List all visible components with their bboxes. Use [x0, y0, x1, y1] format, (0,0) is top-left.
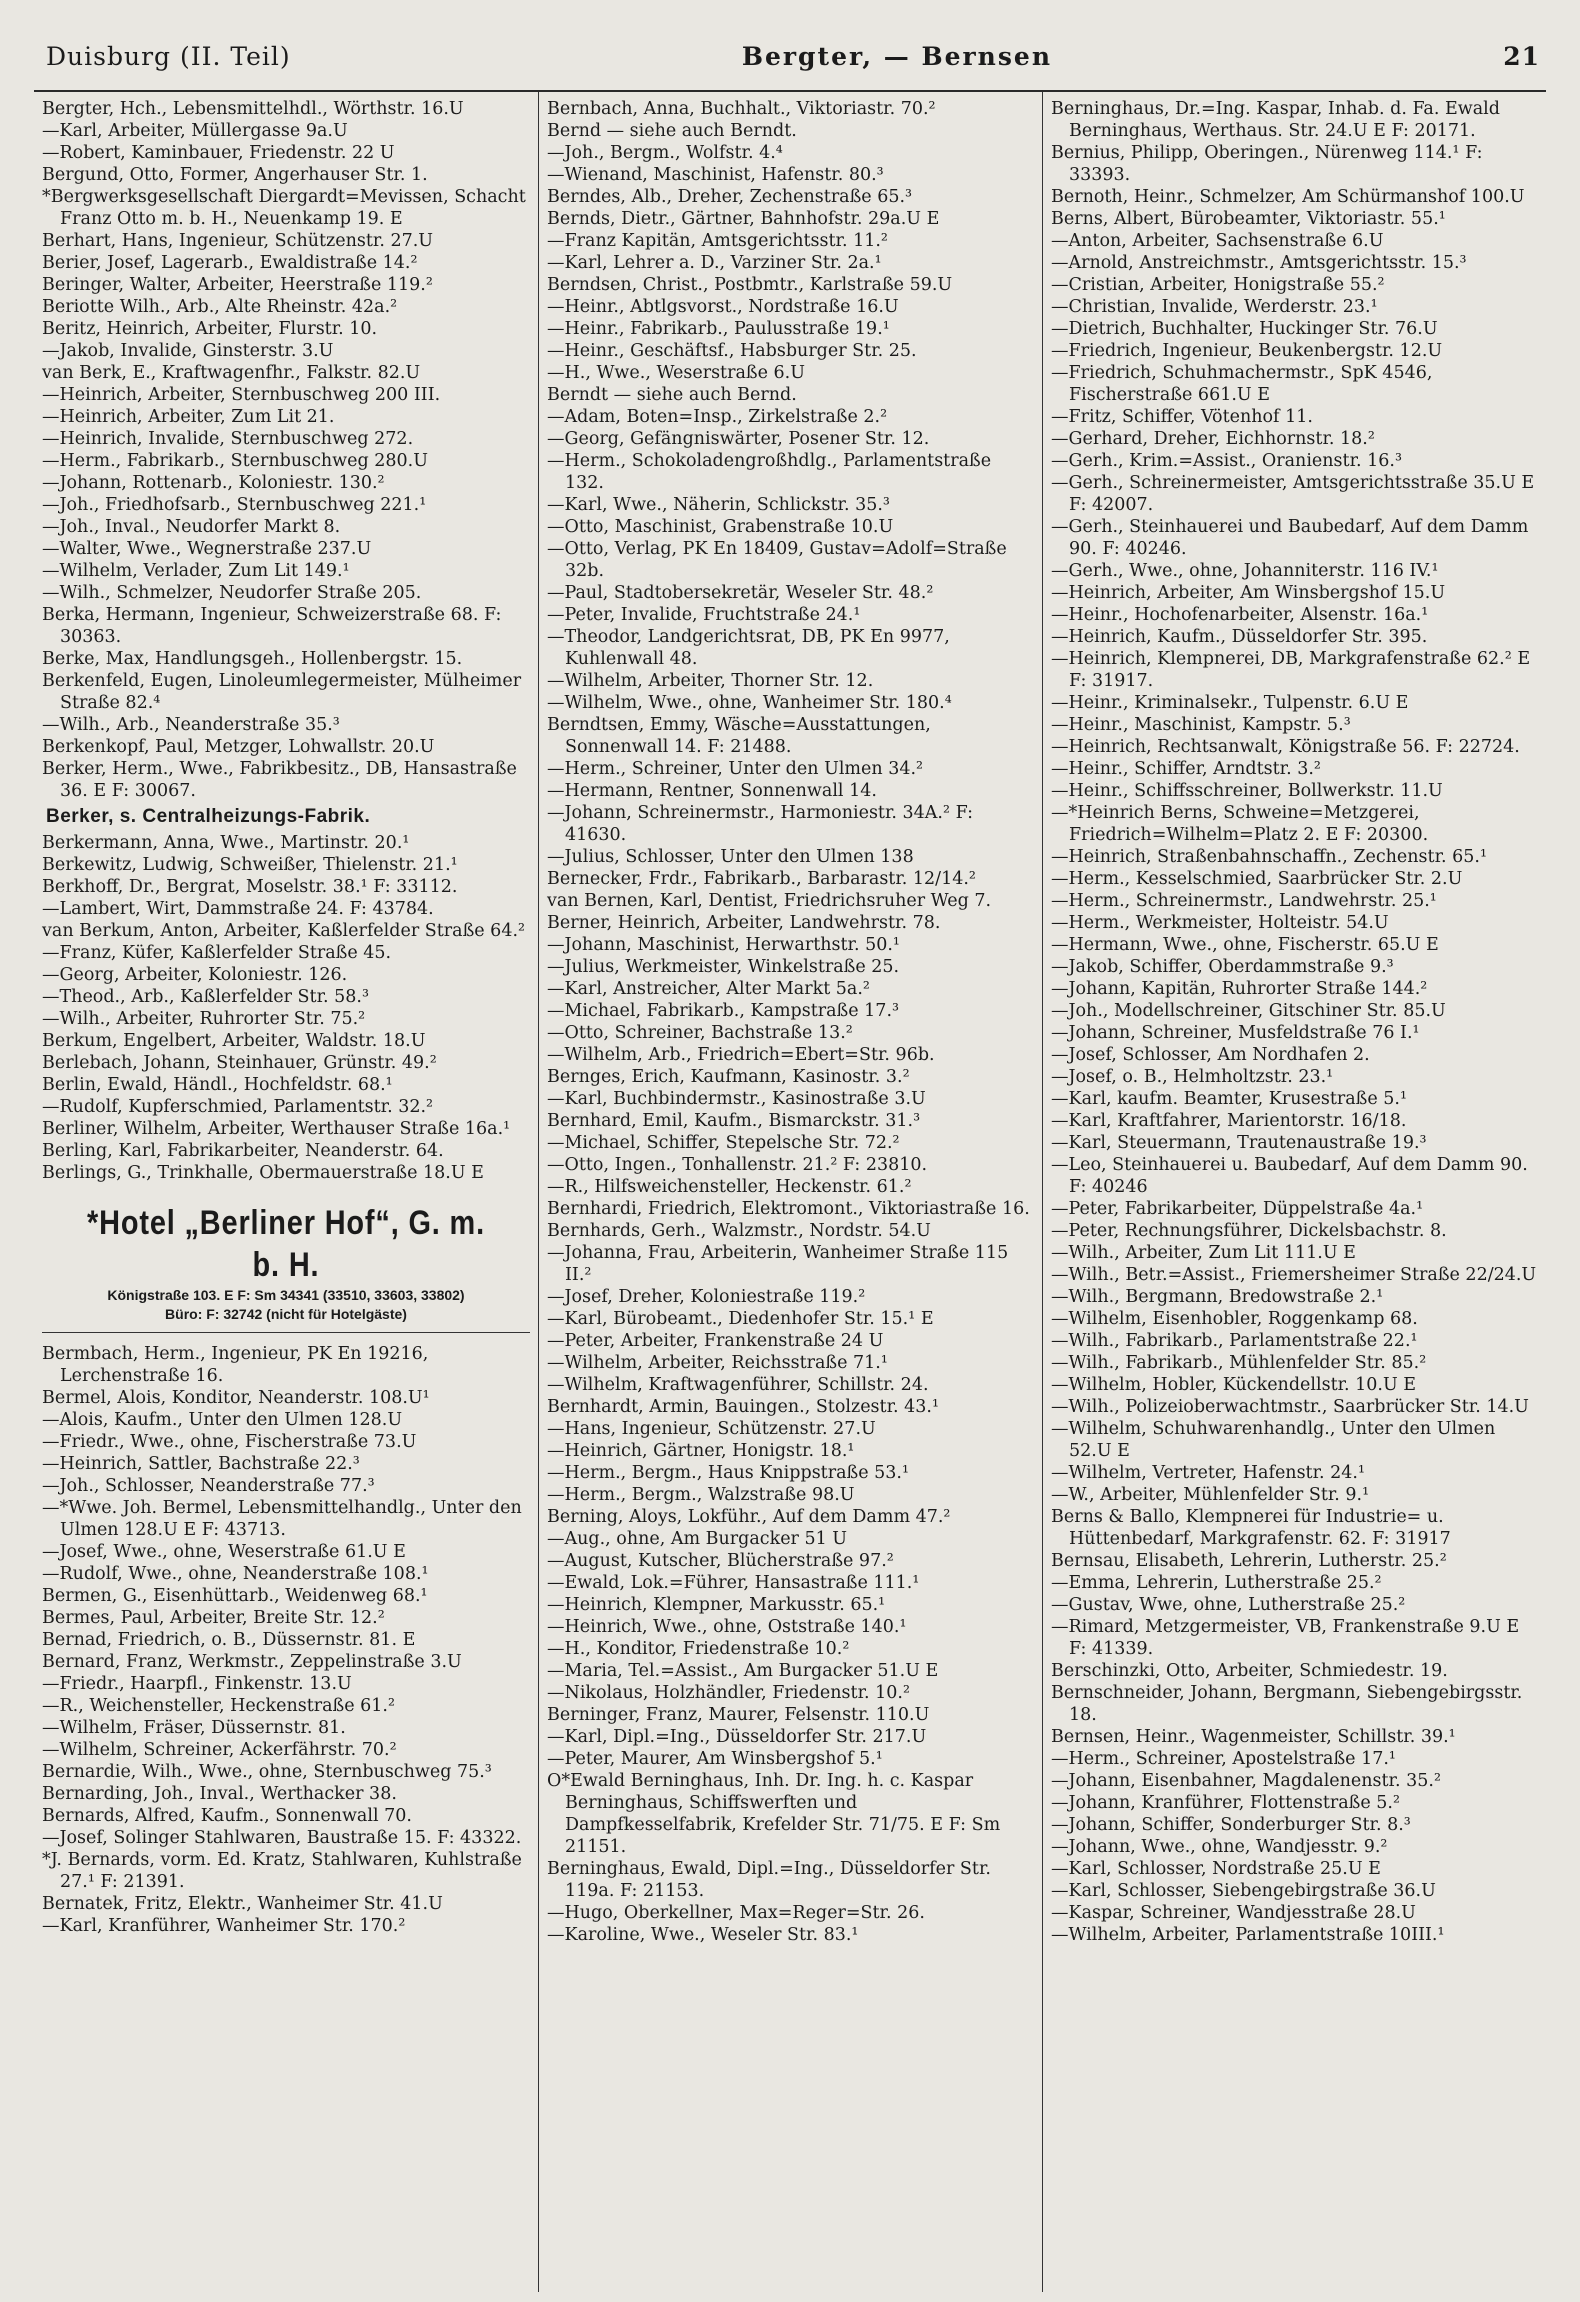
- directory-entry: —Heinrich, Arbeiter, Am Winsbergshof 15.U: [1051, 583, 1446, 603]
- directory-entry: —Joh., Inval., Neudorfer Markt 8.: [42, 517, 341, 537]
- directory-entry: —Peter, Fabrikarbeiter, Düppelstraße 4a.¹: [1051, 1199, 1424, 1219]
- directory-entry: Berns, Albert, Bürobeamter, Viktoriastr. 55.¹: [1051, 209, 1446, 229]
- header-city: Duisburg (II. Teil): [46, 42, 291, 71]
- directory-entry: Bernarding, Joh., Inval., Werthacker 38.: [42, 1784, 397, 1804]
- directory-entry: Bergund, Otto, Former, Angerhauser Str. 1.: [42, 165, 428, 185]
- column-2-entries: [547, 98, 1034, 1946]
- directory-entry: —Friedrich, Schuhmachermstr., SpK 4546, Fischerstraße 661.U E: [1051, 363, 1433, 405]
- directory-entry: Beritz, Heinrich, Arbeiter, Flurstr. 10.: [42, 319, 378, 339]
- directory-entry: —Arnold, Anstreichmstr., Amtsgerichtsstr. 15.³: [1051, 253, 1467, 273]
- directory-entry: —Gustav, Wwe, ohne, Lutherstraße 25.²: [1051, 1595, 1406, 1615]
- directory-entry: —Georg, Arbeiter, Koloniestr. 126.: [42, 965, 348, 985]
- directory-entry: Berlings, G., Trinkhalle, Obermauerstraße 18.U E: [42, 1163, 484, 1183]
- column-3-entries: [1051, 98, 1538, 1946]
- directory-entry: Bernard, Franz, Werkmstr., Zeppelinstraße 3.U: [42, 1652, 462, 1672]
- directory-entry: —Karl, Dipl.=Ing., Düsseldorfer Str. 217.U: [547, 1727, 927, 1747]
- directory-entry: —Heinrich, Rechtsanwalt, Königstraße 56. F: 22724.: [1051, 737, 1520, 757]
- directory-entry: Beringer, Walter, Arbeiter, Heerstraße 119.²: [42, 275, 433, 295]
- directory-entry: —Johann, Wwe., ohne, Wandjesstr. 9.²: [1051, 1837, 1388, 1857]
- column-1-entries-b: [42, 832, 530, 1184]
- directory-entry: —Johann, Schiffer, Sonderburger Str. 8.³: [1051, 1815, 1411, 1835]
- directory-entry: —Hugo, Oberkellner, Max=Reger=Str. 26.: [547, 1903, 925, 1923]
- directory-entry: —Gerhard, Dreher, Eichhornstr. 18.²: [1051, 429, 1375, 449]
- directory-entry: —Karl, Kraftfahrer, Marientorstr. 16/18.: [1051, 1111, 1407, 1131]
- directory-entry: —Herm., Bergm., Haus Knippstraße 53.¹: [547, 1463, 909, 1483]
- directory-entry: Bernhardi, Friedrich, Elektromont., Viktoriastraße 16.: [547, 1199, 1030, 1219]
- directory-entry: —W., Arbeiter, Mühlenfelder Str. 9.¹: [1051, 1485, 1370, 1505]
- directory-entry: —Hermann, Rentner, Sonnenwall 14.: [547, 781, 877, 801]
- directory-entry: —Karl, Bürobeamt., Diedenhofer Str. 15.¹ E: [547, 1309, 934, 1329]
- directory-entry: Bermes, Paul, Arbeiter, Breite Str. 12.²: [42, 1608, 385, 1628]
- directory-entry: Berhart, Hans, Ingenieur, Schützenstr. 27.U: [42, 231, 434, 251]
- directory-entry: —Josef, Schlosser, Am Nordhafen 2.: [1051, 1045, 1370, 1065]
- directory-entry: —R., Hilfsweichensteller, Heckenstr. 61.²: [547, 1177, 912, 1197]
- directory-entry: Bernsau, Elisabeth, Lehrerin, Lutherstr. 25.²: [1051, 1551, 1447, 1571]
- directory-entry: —Wilhelm, Arb., Friedrich=Ebert=Str. 96b.: [547, 1045, 935, 1065]
- directory-entry: —Peter, Invalide, Fruchtstraße 24.¹: [547, 605, 861, 625]
- directory-entry: Berkenfeld, Eugen, Linoleumlegermeister, Mülheimer Straße 82.⁴: [42, 671, 522, 713]
- directory-entry: Berkum, Engelbert, Arbeiter, Waldstr. 18.U: [42, 1031, 426, 1051]
- directory-entry: —Rimard, Metzgermeister, VB, Frankenstraße 9.U E F: 41339.: [1051, 1617, 1520, 1659]
- directory-entry: Berndsen, Christ., Postbmtr., Karlstraße 59.U: [547, 275, 953, 295]
- directory-entry: —Joh., Modellschreiner, Gitschiner Str. 85.U: [1051, 1001, 1446, 1021]
- directory-entry: —Karl, Schlosser, Siebengebirgstraße 36.U: [1051, 1881, 1436, 1901]
- directory-entry: —Wilhelm, Eisenhobler, Roggenkamp 68.: [1051, 1309, 1418, 1329]
- directory-entry: —Rudolf, Kupferschmied, Parlamentstr. 32.²: [42, 1097, 434, 1117]
- directory-entry: —Joh., Bergm., Wolfstr. 4.⁴: [547, 143, 783, 163]
- directory-entry: —Heinr., Maschinist, Kampstr. 5.³: [1051, 715, 1351, 735]
- directory-entry: —Wilh., Schmelzer, Neudorfer Straße 205.: [42, 583, 422, 603]
- directory-entry: —Heinr., Fabrikarb., Paulusstraße 19.¹: [547, 319, 890, 339]
- directory-entry: —Otto, Maschinist, Grabenstraße 10.U: [547, 517, 894, 537]
- directory-entry: Bernschneider, Johann, Bergmann, Siebengebirgsstr. 18.: [1051, 1683, 1523, 1725]
- directory-entry: —H., Konditor, Friedenstraße 10.²: [547, 1639, 850, 1659]
- directory-entry: —Karl, Schlosser, Nordstraße 25.U E: [1051, 1859, 1381, 1879]
- directory-entry: —Wilh., Polizeioberwachtmstr., Saarbrücker Str. 14.U: [1051, 1397, 1529, 1417]
- directory-entry: —Herm., Schokoladengroßhdlg., Parlamentstraße 132.: [547, 451, 992, 493]
- directory-entry: Berlebach, Johann, Steinhauer, Grünstr. 49.²: [42, 1053, 437, 1073]
- directory-entry: —Christian, Invalide, Werderstr. 23.¹: [1051, 297, 1378, 317]
- directory-entry: Berkhoff, Dr., Bergrat, Moselstr. 38.¹ F: 33112.: [42, 877, 458, 897]
- directory-entry: —Johann, Kapitän, Ruhrorter Straße 144.²: [1051, 979, 1428, 999]
- directory-entry: —Peter, Maurer, Am Winsbergshof 5.¹: [547, 1749, 883, 1769]
- directory-entry: —Karl, Kranführer, Wanheimer Str. 170.²: [42, 1916, 406, 1936]
- directory-entry: —Johann, Schreinermstr., Harmoniestr. 34A.² F: 41630.: [547, 803, 973, 845]
- directory-entry: —Emma, Lehrerin, Lutherstraße 25.²: [1051, 1573, 1382, 1593]
- directory-entry: —Gerh., Wwe., ohne, Johanniterstr. 116 IV.¹: [1051, 561, 1439, 581]
- directory-entry: —Heinr., Geschäftsf., Habsburger Str. 25.: [547, 341, 917, 361]
- directory-entry: —Otto, Ingen., Tonhallenstr. 21.² F: 23810.: [547, 1155, 928, 1175]
- directory-entry: —Julius, Schlosser, Unter den Ulmen 138: [547, 847, 914, 867]
- directory-entry: Berkenkopf, Paul, Metzger, Lohwallstr. 20.U: [42, 737, 435, 757]
- directory-entry: —Dietrich, Buchhalter, Huckinger Str. 76.U: [1051, 319, 1438, 339]
- directory-entry: —Wilh., Fabrikarb., Mühlenfelder Str. 85.²: [1051, 1353, 1427, 1373]
- directory-entry: —Heinrich, Arbeiter, Sternbuschweg 200 III.: [42, 385, 441, 405]
- directory-entry: —Heinr., Schiffsschreiner, Bollwerkstr. 11.U: [1051, 781, 1443, 801]
- directory-entry: —Wilhelm, Wwe., ohne, Wanheimer Str. 180.⁴: [547, 693, 952, 713]
- page-number: 21: [1503, 42, 1540, 71]
- column-1: [34, 92, 538, 2292]
- directory-entry: Bermel, Alois, Konditor, Neanderstr. 108.U¹: [42, 1388, 430, 1408]
- directory-entry: —Wilhelm, Schreiner, Ackerfährstr. 70.²: [42, 1740, 397, 1760]
- directory-entry: —Josef, o. B., Helmholtzstr. 23.¹: [1051, 1067, 1334, 1087]
- directory-entry: Bernad, Friedrich, o. B., Düssernstr. 81. E: [42, 1630, 416, 1650]
- directory-entry: Bermen, G., Eisenhüttarb., Weidenweg 68.¹: [42, 1586, 428, 1606]
- directory-entry: Bernges, Erich, Kaufmann, Kasinostr. 3.²: [547, 1067, 910, 1087]
- directory-entry: —Wilhelm, Vertreter, Hafenstr. 24.¹: [1051, 1463, 1366, 1483]
- directory-entry: —Jakob, Schiffer, Oberdammstraße 9.³: [1051, 957, 1394, 977]
- hotel-advertisement: [42, 1202, 530, 1333]
- directory-entry: Berninger, Franz, Maurer, Felsenstr. 110.U: [547, 1705, 930, 1725]
- directory-entry: —Heinrich, Klempner, Markusstr. 65.¹: [547, 1595, 886, 1615]
- directory-entry: —Wilhelm, Arbeiter, Reichsstraße 71.¹: [547, 1353, 888, 1373]
- directory-entry: —Friedr., Haarpfl., Finkenstr. 13.U: [42, 1674, 352, 1694]
- directory-entry: Bernds, Dietr., Gärtner, Bahnhofstr. 29a.U E: [547, 209, 940, 229]
- directory-entry: Berka, Hermann, Ingenieur, Schweizerstraße 68. F: 30363.: [42, 605, 502, 647]
- directory-entry: —Otto, Schreiner, Bachstraße 13.²: [547, 1023, 853, 1043]
- directory-entry: —Heinrich, Arbeiter, Zum Lit 21.: [42, 407, 335, 427]
- directory-entry: Bernbach, Anna, Buchhalt., Viktoriastr. 70.²: [547, 99, 936, 119]
- berker-ad-line: Berker, s. Centralheizungs-Fabrik.: [46, 806, 371, 827]
- directory-entry: Bernius, Philipp, Oberingen., Nürenweg 114.¹ F: 33393.: [1051, 143, 1483, 185]
- directory-entry: —Robert, Kaminbauer, Friedenstr. 22 U: [42, 143, 395, 163]
- directory-entry: —Karl, Buchbindermstr., Kasinostraße 3.U: [547, 1089, 926, 1109]
- column-1-entries-a: [42, 98, 530, 802]
- directory-entry: Berschinzki, Otto, Arbeiter, Schmiedestr. 19.: [1051, 1661, 1448, 1681]
- directory-entry: —Heinrich, Invalide, Sternbuschweg 272.: [42, 429, 414, 449]
- directory-entry: —R., Weichensteller, Heckenstraße 61.²: [42, 1696, 395, 1716]
- directory-entry: —Paul, Stadtobersekretär, Weseler Str. 48.²: [547, 583, 934, 603]
- directory-entry: *Bergwerksgesellschaft Diergardt=Mevissen, Schacht Franz Otto m. b. H., Neuenkamp 19. E: [42, 187, 526, 229]
- directory-entry: Bergter, Hch., Lebensmittelhdl., Wörthstr. 16.U: [42, 99, 464, 119]
- directory-entry: —Joh., Friedhofsarb., Sternbuschweg 221.¹: [42, 495, 427, 515]
- directory-entry: —Heinrich, Sattler, Bachstraße 22.³: [42, 1454, 360, 1474]
- directory-entry: O*Ewald Berninghaus, Inh. Dr. Ing. h. c. Kaspar Berninghaus, Schiffswerften und Dampfkesselfabrik, Krefelder Str. 71/75. E F: Sm 21151.: [547, 1771, 1001, 1857]
- directory-entry: —Wilhelm, Hobler, Kückendellstr. 10.U E: [1051, 1375, 1417, 1395]
- directory-entry: —Franz, Küfer, Kaßlerfelder Straße 45.: [42, 943, 392, 963]
- directory-entry: Berninghaus, Ewald, Dipl.=Ing., Düsseldorfer Str. 119a. F: 21153.: [547, 1859, 991, 1901]
- column-3: [1042, 92, 1546, 2292]
- directory-entry: —Jakob, Invalide, Ginsterstr. 3.U: [42, 341, 334, 361]
- directory-entry: —August, Kutscher, Blücherstraße 97.²: [547, 1551, 894, 1571]
- header-range: Bergter, — Bernsen: [741, 42, 1052, 71]
- page-header: [34, 42, 1546, 92]
- directory-entry: —Herm., Werkmeister, Holteistr. 54.U: [1051, 913, 1389, 933]
- directory-entry: —Karl, Lehrer a. D., Varziner Str. 2a.¹: [547, 253, 882, 273]
- directory-entry: Berner, Heinrich, Arbeiter, Landwehrstr. 78.: [547, 913, 941, 933]
- directory-entry: —Karl, Arbeiter, Müllergasse 9a.U: [42, 121, 348, 141]
- directory-entry: —Hans, Ingenieur, Schützenstr. 27.U: [547, 1419, 876, 1439]
- directory-entry: —Theodor, Landgerichtsrat, DB, PK En 9977, Kuhlenwall 48.: [547, 627, 950, 669]
- directory-entry: —Walter, Wwe., Wegnerstraße 237.U: [42, 539, 372, 559]
- directory-entry: —H., Wwe., Weserstraße 6.U: [547, 363, 805, 383]
- directory-entry: Bernhard, Emil, Kaufm., Bismarckstr. 31.³: [547, 1111, 921, 1131]
- directory-entry: —Heinr., Abtlgsvorst., Nordstraße 16.U: [547, 297, 899, 317]
- directory-entry: —Herm., Schreiner, Apostelstraße 17.¹: [1051, 1749, 1396, 1769]
- hotel-office-line: Büro: F: 32742 (nicht für Hotelgäste): [165, 1306, 407, 1322]
- directory-entry: —Heinrich, Straßenbahnschaffn., Zechenstr. 65.¹: [1051, 847, 1487, 867]
- directory-entry: —Peter, Rechnungsführer, Dickelsbachstr. 8.: [1051, 1221, 1447, 1241]
- directory-entry: —Johann, Eisenbahner, Magdalenenstr. 35.²: [1051, 1771, 1441, 1791]
- directory-entry: —Johann, Maschinist, Herwarthstr. 50.¹: [547, 935, 900, 955]
- directory-entry: —Wilhelm, Fräser, Düssernstr. 81.: [42, 1718, 346, 1738]
- directory-entry: Berns & Ballo, Klempnerei für Industrie= u. Hüttenbedarf, Markgrafenstr. 62. F: 31917: [1051, 1507, 1451, 1549]
- directory-entry: —Karl, Wwe., Näherin, Schlickstr. 35.³: [547, 495, 890, 515]
- directory-entry: Berling, Karl, Fabrikarbeiter, Neanderstr. 64.: [42, 1141, 444, 1161]
- directory-entry: —Wilh., Arbeiter, Zum Lit 111.U E: [1051, 1243, 1356, 1263]
- directory-entry: Bernoth, Heinr., Schmelzer, Am Schürmanshof 100.U: [1051, 187, 1525, 207]
- directory-entry: van Berk, E., Kraftwagenfhr., Falkstr. 82.U: [42, 363, 421, 383]
- directory-entry: Berier, Josef, Lagerarb., Ewaldistraße 14.²: [42, 253, 418, 273]
- directory-entry: —Heinr., Schiffer, Arndtstr. 3.²: [1051, 759, 1321, 779]
- directory-entry: —Karl, kaufm. Beamter, Krusestraße 5.¹: [1051, 1089, 1407, 1109]
- directory-entry: —Josef, Dreher, Koloniestraße 119.²: [547, 1287, 866, 1307]
- directory-entry: —Friedr., Wwe., ohne, Fischerstraße 73.U: [42, 1432, 417, 1452]
- directory-entry: —Wilh., Arb., Neanderstraße 35.³: [42, 715, 340, 735]
- directory-entry: —Michael, Schiffer, Stepelsche Str. 72.²: [547, 1133, 900, 1153]
- directory-entry: —Michael, Fabrikarb., Kampstraße 17.³: [547, 1001, 900, 1021]
- directory-entry: van Berkum, Anton, Arbeiter, Kaßlerfelder Straße 64.²: [42, 921, 526, 941]
- directory-entry: —Theod., Arb., Kaßlerfelder Str. 58.³: [42, 987, 369, 1007]
- directory-entry: van Bernen, Karl, Dentist, Friedrichsruher Weg 7.: [547, 891, 992, 911]
- directory-entry: —Johann, Schreiner, Musfeldstraße 76 I.¹: [1051, 1023, 1420, 1043]
- directory-entry: Berlin, Ewald, Händl., Hochfeldstr. 68.¹: [42, 1075, 393, 1095]
- directory-entry: —Herm., Kesselschmied, Saarbrücker Str. 2.U: [1051, 869, 1463, 889]
- directory-entry: Bernhards, Gerh., Walzmstr., Nordstr. 54.U: [547, 1221, 931, 1241]
- directory-entry: *J. Bernards, vorm. Ed. Kratz, Stahlwaren, Kuhlstraße 27.¹ F: 21391.: [42, 1850, 522, 1892]
- hotel-address-line: Königstraße 103. E F: Sm 34341 (33510, 33603, 33802): [107, 1287, 465, 1303]
- directory-entry: —Johann, Rottenarb., Koloniestr. 130.²: [42, 473, 385, 493]
- directory-entry: Berkewitz, Ludwig, Schweißer, Thielenstr. 21.¹: [42, 855, 458, 875]
- directory-entry: Beriotte Wilh., Arb., Alte Rheinstr. 42a.²: [42, 297, 398, 317]
- directory-entry: —Anton, Arbeiter, Sachsenstraße 6.U: [1051, 231, 1384, 251]
- directory-entry: —Adam, Boten=Insp., Zirkelstraße 2.²: [547, 407, 888, 427]
- hotel-name: *Hotel „Berliner Hof“, G. m. b. H.: [87, 1204, 485, 1284]
- directory-entry: —Wilh., Betr.=Assist., Friemersheimer Straße 22/24.U: [1051, 1265, 1537, 1285]
- directory-entry: —Herm., Schreiner, Unter den Ulmen 34.²: [547, 759, 924, 779]
- directory-entry: Berning, Aloys, Lokführ., Auf dem Damm 47.²: [547, 1507, 951, 1527]
- directory-entry: —Lambert, Wirt, Dammstraße 24. F: 43784.: [42, 899, 434, 919]
- directory-entry: —Josef, Solinger Stahlwaren, Baustraße 15. F: 43322.: [42, 1828, 522, 1848]
- directory-entry: Berndt — siehe auch Bernd.: [547, 385, 797, 405]
- directory-entry: —Heinr., Hochofenarbeiter, Alsenstr. 16a.¹: [1051, 605, 1429, 625]
- directory-entry: —*Wwe. Joh. Bermel, Lebensmittelhandlg., Unter den Ulmen 128.U E F: 43713.: [42, 1498, 522, 1540]
- directory-entry: —Heinrich, Klempnerei, DB, Markgrafenstraße 62.² E F: 31917.: [1051, 649, 1531, 691]
- directory-entry: Berkermann, Anna, Wwe., Martinstr. 20.¹: [42, 833, 410, 853]
- directory-entry: —Herm., Schreinermstr., Landwehrstr. 25.¹: [1051, 891, 1437, 911]
- directory-entry: —Otto, Verlag, PK En 18409, Gustav=Adolf=Straße 32b.: [547, 539, 1007, 581]
- directory-entry: —*Heinrich Berns, Schweine=Metzgerei, Friedrich=Wilhelm=Platz 2. E F: 20300.: [1051, 803, 1429, 845]
- directory-entry: —Joh., Schlosser, Neanderstraße 77.³: [42, 1476, 375, 1496]
- directory-entry: —Fritz, Schiffer, Vötenhof 11.: [1051, 407, 1313, 427]
- directory-entry: —Julius, Werkmeister, Winkelstraße 25.: [547, 957, 900, 977]
- directory-entry: —Nikolaus, Holzhändler, Friedenstr. 10.²: [547, 1683, 910, 1703]
- directory-entry: —Wilh., Bergmann, Bredowstraße 2.¹: [1051, 1287, 1384, 1307]
- directory-entry: —Heinrich, Wwe., ohne, Oststraße 140.¹: [547, 1617, 907, 1637]
- directory-entry: —Gerh., Krim.=Assist., Oranienstr. 16.³: [1051, 451, 1402, 471]
- columns: [34, 92, 1546, 2292]
- directory-entry: —Friedrich, Ingenieur, Beukenbergstr. 12.U: [1051, 341, 1443, 361]
- directory-entry: —Georg, Gefängniswärter, Posener Str. 12.: [547, 429, 930, 449]
- directory-entry: —Wilh., Fabrikarb., Parlamentstraße 22.¹: [1051, 1331, 1418, 1351]
- directory-entry: Berliner, Wilhelm, Arbeiter, Werthauser Straße 16a.¹: [42, 1119, 511, 1139]
- directory-entry: —Franz Kapitän, Amtsgerichtsstr. 11.²: [547, 231, 888, 251]
- directory-entry: —Wilhelm, Schuhwarenhandlg., Unter den Ulmen 52.U E: [1051, 1419, 1496, 1461]
- directory-entry: —Hermann, Wwe., ohne, Fischerstr. 65.U E: [1051, 935, 1439, 955]
- directory-entry: Berndtsen, Emmy, Wäsche=Ausstattungen, Sonnenwall 14. F: 21488.: [547, 715, 931, 757]
- directory-entry: —Gerh., Steinhauerei und Baubedarf, Auf dem Damm 90. F: 40246.: [1051, 517, 1529, 559]
- column-2: [538, 92, 1042, 2292]
- directory-entry: Bernsen, Heinr., Wagenmeister, Schillstr. 39.¹: [1051, 1727, 1456, 1747]
- directory-entry: —Kaspar, Schreiner, Wandjesstraße 28.U: [1051, 1903, 1416, 1923]
- directory-entry: Bernardie, Wilh., Wwe., ohne, Sternbuschweg 75.³: [42, 1762, 492, 1782]
- directory-entry: —Josef, Wwe., ohne, Weserstraße 61.U E: [42, 1542, 406, 1562]
- directory-entry: Bernatek, Fritz, Elektr., Wanheimer Str. 41.U: [42, 1894, 443, 1914]
- directory-entry: —Leo, Steinhauerei u. Baubedarf, Auf dem Damm 90. F: 40246: [1051, 1155, 1528, 1197]
- directory-entry: —Wilhelm, Verlader, Zum Lit 149.¹: [42, 561, 350, 581]
- directory-entry: —Rudolf, Wwe., ohne, Neanderstraße 108.¹: [42, 1564, 429, 1584]
- directory-entry: Berker, Herm., Wwe., Fabrikbesitz., DB, Hansastraße 36. E F: 30067.: [42, 759, 517, 801]
- directory-entry: Bernecker, Frdr., Fabrikarb., Barbarastr. 12/14.²: [547, 869, 976, 889]
- directory-entry: —Aug., ohne, Am Burgacker 51 U: [547, 1529, 848, 1549]
- directory-entry: —Johanna, Frau, Arbeiterin, Wanheimer Straße 115 II.²: [547, 1243, 1009, 1285]
- directory-entry: —Karl, Steuermann, Trautenaustraße 19.³: [1051, 1133, 1427, 1153]
- directory-entry: —Wilhelm, Arbeiter, Thorner Str. 12.: [547, 671, 874, 691]
- directory-entry: Berke, Max, Handlungsgeh., Hollenbergstr. 15.: [42, 649, 463, 669]
- directory-entry: —Johann, Kranführer, Flottenstraße 5.²: [1051, 1793, 1400, 1813]
- directory-entry: —Karl, Anstreicher, Alter Markt 5a.²: [547, 979, 870, 999]
- directory-entry: —Heinrich, Kaufm., Düsseldorfer Str. 395.: [1051, 627, 1428, 647]
- directory-entry: —Ewald, Lok.=Führer, Hansastraße 111.¹: [547, 1573, 920, 1593]
- column-1-entries-c: [42, 1343, 530, 1937]
- directory-entry: —Wilhelm, Arbeiter, Parlamentstraße 10III.¹: [1051, 1925, 1445, 1945]
- directory-entry: Bermbach, Herm., Ingenieur, PK En 19216, Lerchenstraße 16.: [42, 1344, 429, 1386]
- directory-entry: —Heinrich, Gärtner, Honigstr. 18.¹: [547, 1441, 855, 1461]
- directory-entry: Bernhardt, Armin, Bauingen., Stolzestr. 43.¹: [547, 1397, 939, 1417]
- directory-entry: —Gerh., Schreinermeister, Amtsgerichtsstraße 35.U E F: 42007.: [1051, 473, 1535, 515]
- directory-entry: —Herm., Fabrikarb., Sternbuschweg 280.U: [42, 451, 428, 471]
- directory-entry: —Wilhelm, Kraftwagenführer, Schillstr. 24.: [547, 1375, 929, 1395]
- directory-entry: Berninghaus, Dr.=Ing. Kaspar, Inhab. d. Fa. Ewald Berninghaus, Werthaus. Str. 24.U E F: 20171.: [1051, 99, 1500, 141]
- directory-entry: —Heinr., Kriminalsekr., Tulpenstr. 6.U E: [1051, 693, 1409, 713]
- directory-entry: —Wilh., Arbeiter, Ruhrorter Str. 75.²: [42, 1009, 366, 1029]
- directory-entry: Bernards, Alfred, Kaufm., Sonnenwall 70.: [42, 1806, 412, 1826]
- directory-entry: —Wienand, Maschinist, Hafenstr. 80.³: [547, 165, 884, 185]
- directory-entry: —Karoline, Wwe., Weseler Str. 83.¹: [547, 1925, 859, 1945]
- directory-entry: —Maria, Tel.=Assist., Am Burgacker 51.U E: [547, 1661, 939, 1681]
- directory-entry: Berndes, Alb., Dreher, Zechenstraße 65.³: [547, 187, 913, 207]
- directory-entry: —Herm., Bergm., Walzstraße 98.U: [547, 1485, 855, 1505]
- directory-entry: —Peter, Arbeiter, Frankenstraße 24 U: [547, 1331, 884, 1351]
- directory-entry: —Cristian, Arbeiter, Honigstraße 55.²: [1051, 275, 1385, 295]
- directory-entry: Bernd — siehe auch Berndt.: [547, 121, 797, 141]
- directory-entry: —Alois, Kaufm., Unter den Ulmen 128.U: [42, 1410, 403, 1430]
